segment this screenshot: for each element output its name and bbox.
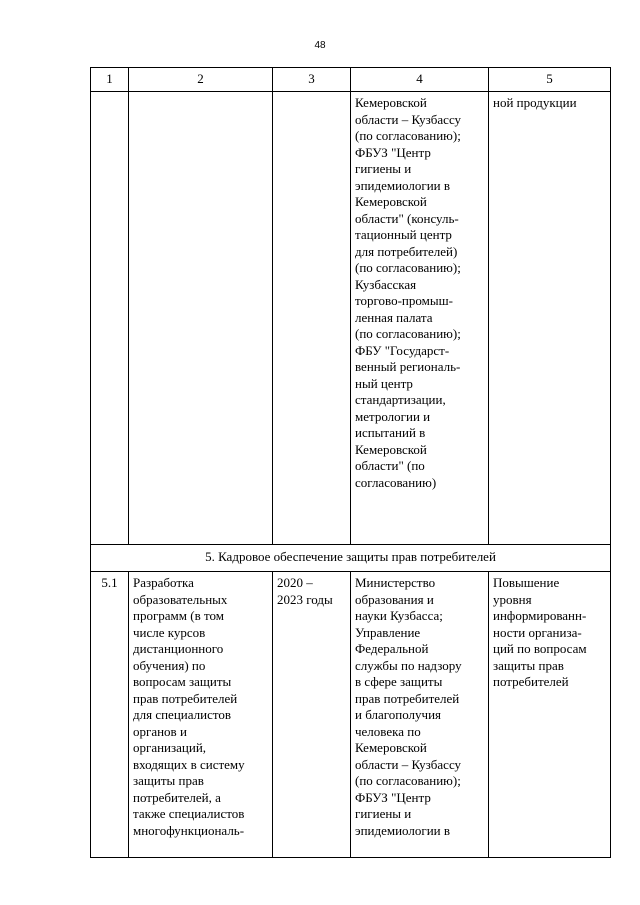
text-line: органов и — [133, 723, 187, 739]
text-line: обучения) по — [133, 657, 206, 673]
text-line: дистанционного — [133, 641, 224, 656]
measure-cell — [129, 92, 273, 545]
text-line: защиты прав — [133, 773, 204, 788]
text-line: ной продукции — [493, 95, 577, 110]
text-line: числе курсов — [133, 624, 206, 640]
text-line: ФБУ "Государст- — [355, 342, 450, 358]
text-line: прав потребителей — [133, 690, 238, 706]
text-line: для потребителей) — [355, 243, 458, 259]
text-line: (по согласованию); — [355, 773, 461, 788]
measure-cell — [129, 572, 273, 858]
text-line: области" (консуль- — [355, 210, 459, 226]
text-line: (по согласованию); — [355, 326, 461, 341]
text-line: Кузбасская — [355, 276, 417, 292]
result-cell — [489, 92, 611, 545]
deadline-cell — [273, 572, 351, 858]
section-heading-row — [91, 545, 611, 572]
text-line: многофункциональ- — [133, 822, 245, 838]
text-line: области – Кузбассу — [355, 111, 462, 127]
column-number-cell: 2 — [129, 68, 273, 92]
text-line: гигиены и — [355, 161, 412, 176]
measures-table — [90, 67, 611, 858]
text-line: Кемеровской — [355, 95, 427, 110]
text-line: (по согласованию); — [355, 260, 461, 275]
row-number-cell: 5.1 — [91, 572, 129, 858]
text-line: программ (в том — [133, 608, 224, 623]
responsible-cell — [351, 92, 489, 545]
text-line: эпидемиологии в — [355, 822, 451, 838]
text-line: образования и — [355, 591, 434, 607]
text-line: стандартизации, — [355, 392, 446, 407]
text-line: тационный центр — [355, 227, 452, 242]
text-line: в сфере защиты — [355, 674, 443, 689]
text-line: ФБУЗ "Центр — [355, 144, 431, 160]
text-line: торгово-промыш- — [355, 293, 453, 308]
text-line: потребителей, а — [133, 789, 221, 805]
text-line: образовательных — [133, 591, 228, 607]
deadline-cell — [273, 92, 351, 545]
text-line: 2020 – — [277, 575, 313, 590]
text-line: также специалистов — [133, 806, 245, 821]
text-line: и благополучия — [355, 707, 442, 722]
text-line: метрологии и — [355, 408, 431, 424]
text-line: Кемеровской — [355, 740, 427, 755]
text-line: ленная палата — [355, 309, 433, 325]
table-row — [91, 572, 611, 858]
text-line: Федеральной — [355, 641, 429, 656]
text-line: Министерство — [355, 575, 436, 590]
text-line: области" (по — [355, 458, 425, 473]
text-line: области – Кузбассу — [355, 756, 462, 772]
text-line: организаций, — [133, 740, 207, 755]
text-line: ФБУЗ "Центр — [355, 789, 431, 805]
section-heading: 5. Кадровое обеспечение защиты прав потребителей — [91, 545, 611, 572]
text-line: (по согласованию); — [355, 128, 461, 143]
text-line: защиты прав — [493, 657, 564, 673]
text-line: науки Кузбасса; — [355, 608, 443, 623]
continuation-row — [91, 92, 611, 545]
column-number-cell: 3 — [273, 68, 351, 92]
text-line: вопросам защиты — [133, 674, 232, 689]
text-line: ций по вопросам — [493, 641, 587, 656]
text-line: испытаний в — [355, 425, 426, 440]
text-line: Управление — [355, 624, 421, 640]
text-line: уровня — [493, 591, 532, 607]
text-line: Кемеровской — [355, 194, 427, 209]
column-number-row — [91, 68, 611, 92]
text-line: Повышение — [493, 575, 560, 590]
text-line: 2023 годы — [277, 591, 333, 607]
text-line: венный региональ- — [355, 359, 461, 374]
text-line: гигиены и — [355, 806, 412, 821]
text-line: согласованию) — [355, 474, 437, 490]
text-line: прав потребителей — [355, 690, 460, 706]
row-number-cell — [91, 92, 129, 545]
column-number-cell: 4 — [351, 68, 489, 92]
text-line: человека по — [355, 723, 421, 739]
responsible-cell — [351, 572, 489, 858]
text-line: ный центр — [355, 375, 413, 391]
page-number: 48 — [314, 40, 326, 51]
text-line: службы по надзору — [355, 657, 462, 673]
result-cell — [489, 572, 611, 858]
text-line: потребителей — [493, 674, 569, 689]
text-line: эпидемиологии в — [355, 177, 451, 193]
text-line: для специалистов — [133, 707, 231, 722]
text-line: информированн- — [493, 608, 587, 623]
column-number-cell: 5 — [489, 68, 611, 92]
column-number-cell: 1 — [91, 68, 129, 92]
text-line: Разработка — [133, 575, 194, 590]
text-line: входящих в систему — [133, 756, 245, 772]
text-line: ности организа- — [493, 624, 582, 640]
text-line: Кемеровской — [355, 441, 427, 457]
